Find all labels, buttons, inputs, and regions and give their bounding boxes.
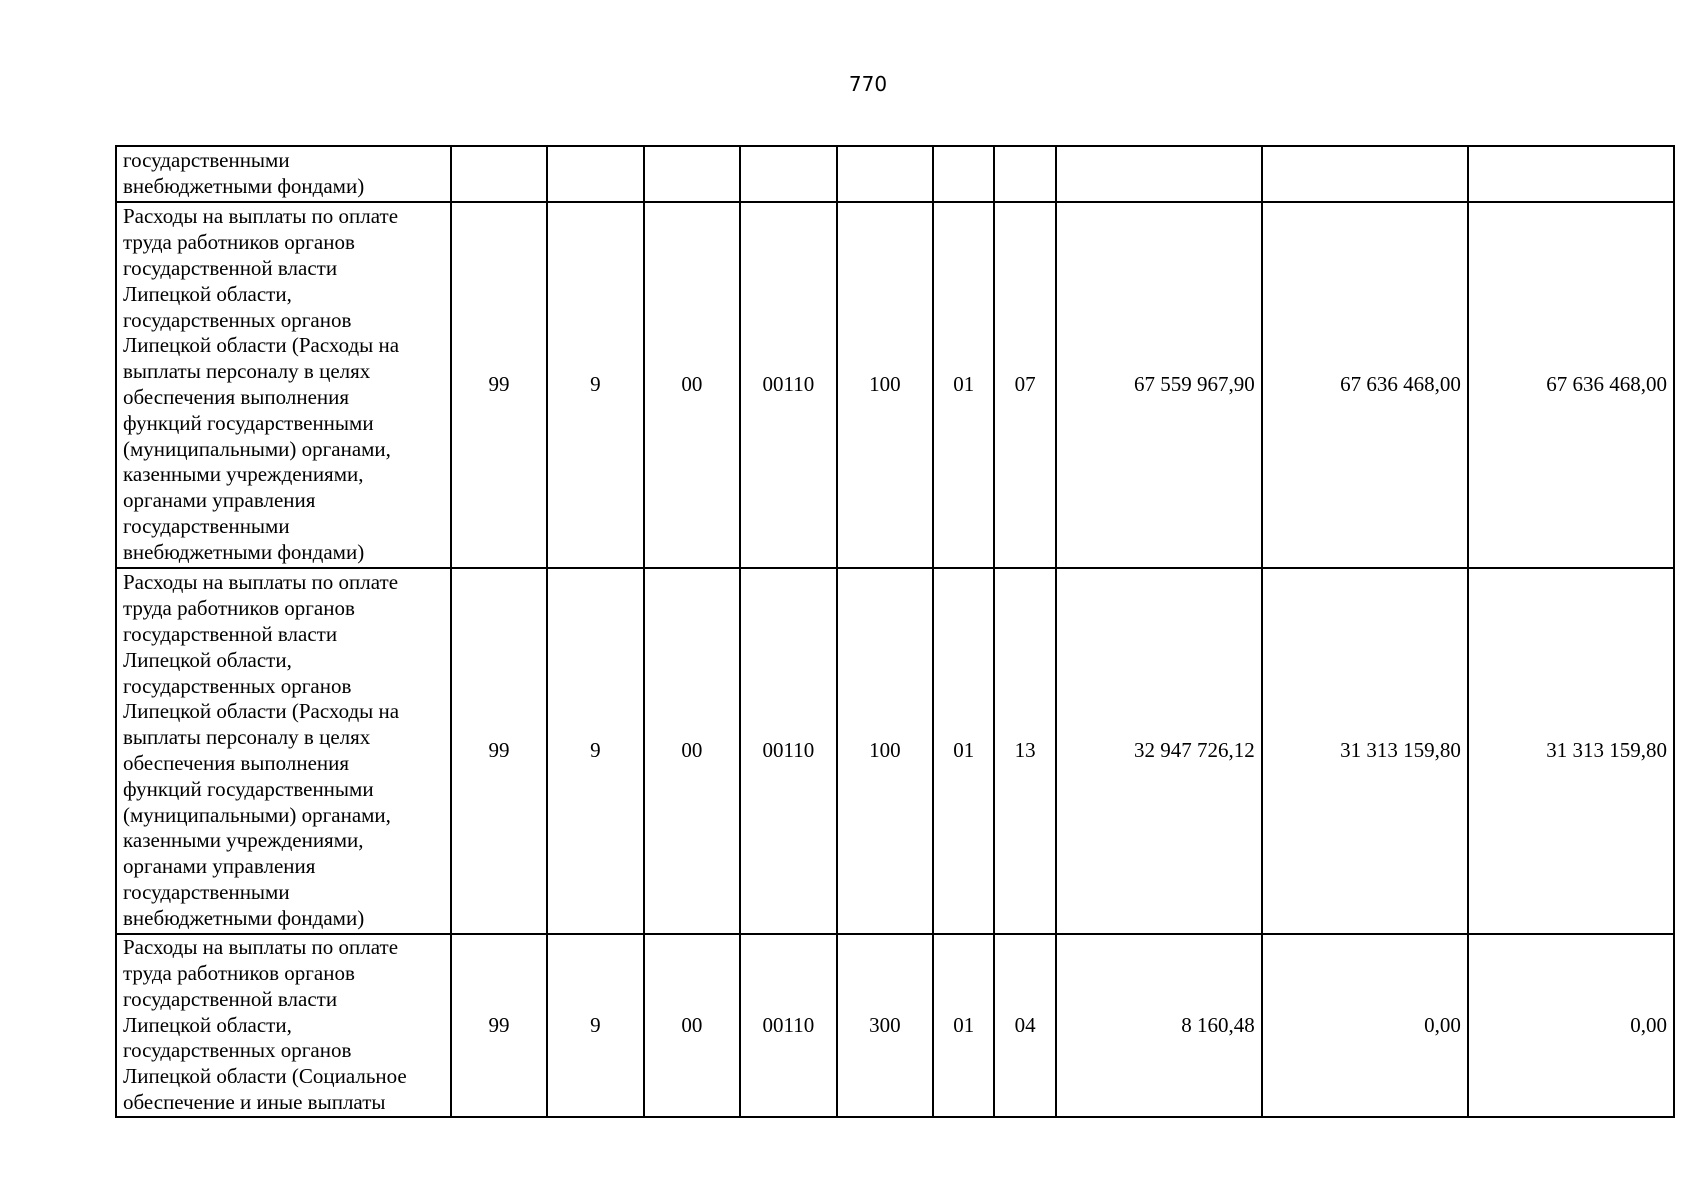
code-cell [547, 146, 643, 202]
code-cell: 9 [547, 202, 643, 568]
code-cell [994, 146, 1055, 202]
amount-cell: 67 559 967,90 [1056, 202, 1262, 568]
code-cell: 04 [994, 934, 1055, 1117]
code-cell: 99 [451, 568, 547, 934]
budget-table [115, 145, 1675, 1118]
description-cell: Расходы на выплаты по оплате труда работников органов государственной власти Липецкой области, государственных органов Липецкой области (Социальное обеспечение и иные выплаты [116, 934, 451, 1117]
amount-cell: 67 636 468,00 [1262, 202, 1468, 568]
amount-cell [1262, 146, 1468, 202]
code-cell: 00110 [740, 568, 836, 934]
code-cell [740, 146, 836, 202]
code-cell: 00110 [740, 202, 836, 568]
description-cell: государственными внебюджетными фондами) [116, 146, 451, 202]
code-cell: 100 [837, 202, 933, 568]
amount-cell: 0,00 [1262, 934, 1468, 1117]
code-cell: 00 [644, 202, 740, 568]
code-cell: 07 [994, 202, 1055, 568]
code-cell [451, 146, 547, 202]
code-cell: 01 [933, 934, 994, 1117]
code-cell: 00 [644, 934, 740, 1117]
description-cell: Расходы на выплаты по оплате труда работников органов государственной власти Липецкой области, государственных органов Липецкой области (Расходы на выплаты персоналу в целях обеспечения выполнения функций государственными (муниципальными) органами, казенными учреждениями, органами управления государственными внебюджетными фондами) [116, 202, 451, 568]
code-cell: 9 [547, 934, 643, 1117]
amount-cell: 31 313 159,80 [1262, 568, 1468, 934]
table-row [116, 146, 1674, 202]
code-cell: 00110 [740, 934, 836, 1117]
code-cell [644, 146, 740, 202]
amount-cell [1468, 146, 1674, 202]
description-cell: Расходы на выплаты по оплате труда работников органов государственной власти Липецкой области, государственных органов Липецкой области (Расходы на выплаты персоналу в целях обеспечения выполнения функций государственными (муниципальными) органами, казенными учреждениями, органами управления государственными внебюджетными фондами) [116, 568, 451, 934]
table-row [116, 934, 1674, 1117]
amount-cell: 0,00 [1468, 934, 1674, 1117]
code-cell: 9 [547, 568, 643, 934]
code-cell: 01 [933, 568, 994, 934]
amount-cell [1056, 146, 1262, 202]
amount-cell: 31 313 159,80 [1468, 568, 1674, 934]
code-cell: 300 [837, 934, 933, 1117]
page-number: 770 [848, 72, 888, 96]
table-row [116, 202, 1674, 568]
code-cell: 100 [837, 568, 933, 934]
code-cell [837, 146, 933, 202]
code-cell: 01 [933, 202, 994, 568]
code-cell [933, 146, 994, 202]
amount-cell: 67 636 468,00 [1468, 202, 1674, 568]
amount-cell: 32 947 726,12 [1056, 568, 1262, 934]
code-cell: 00 [644, 568, 740, 934]
code-cell: 99 [451, 934, 547, 1117]
code-cell: 13 [994, 568, 1055, 934]
table-row [116, 568, 1674, 934]
amount-cell: 8 160,48 [1056, 934, 1262, 1117]
code-cell: 99 [451, 202, 547, 568]
